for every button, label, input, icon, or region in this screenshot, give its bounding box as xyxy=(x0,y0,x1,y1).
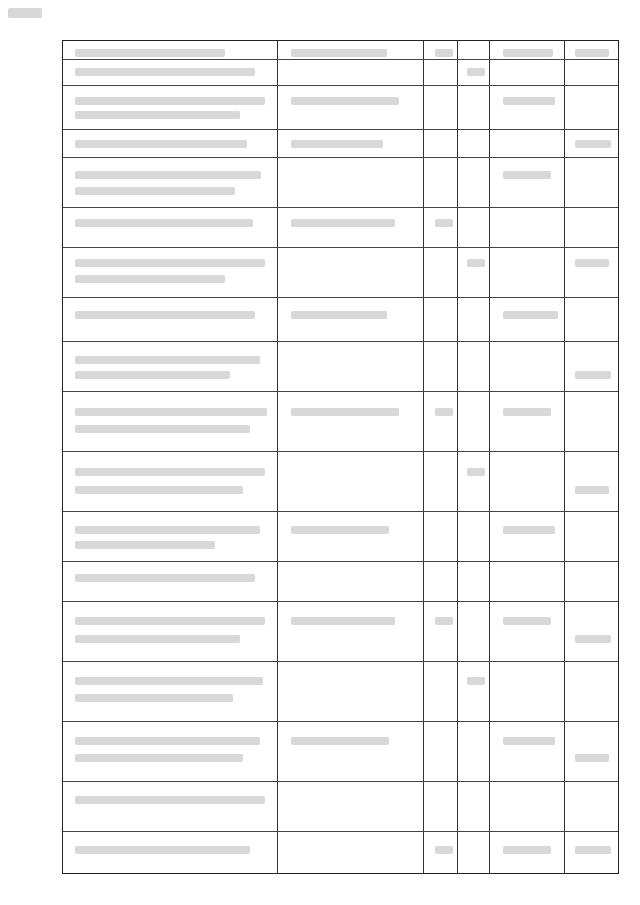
text-placeholder xyxy=(75,617,265,625)
text-placeholder xyxy=(75,259,265,267)
text-placeholder xyxy=(75,635,240,643)
text-placeholder xyxy=(75,171,261,179)
text-placeholder xyxy=(503,526,555,534)
text-placeholder xyxy=(75,219,253,227)
text-placeholder xyxy=(75,408,267,416)
text-placeholder xyxy=(75,140,247,148)
text-placeholder xyxy=(291,617,395,625)
text-placeholder xyxy=(467,677,485,685)
text-placeholder xyxy=(503,311,558,319)
text-placeholder xyxy=(291,526,389,534)
page-number xyxy=(44,180,64,204)
budget-table xyxy=(62,40,619,874)
text-placeholder xyxy=(291,408,399,416)
text-placeholder xyxy=(575,846,611,854)
text-placeholder xyxy=(467,259,485,267)
column-divider xyxy=(277,41,278,873)
text-placeholder xyxy=(467,468,485,476)
text-placeholder xyxy=(575,635,611,643)
text-placeholder xyxy=(291,311,387,319)
table-row-divider xyxy=(63,721,618,722)
text-placeholder xyxy=(435,219,453,227)
text-placeholder xyxy=(435,49,453,57)
text-placeholder xyxy=(75,526,260,534)
text-placeholder xyxy=(503,49,553,57)
text-placeholder xyxy=(75,694,233,702)
text-placeholder xyxy=(75,111,240,119)
table-row-divider xyxy=(63,59,618,60)
table-row-divider xyxy=(63,129,618,130)
text-placeholder xyxy=(503,171,551,179)
text-placeholder xyxy=(75,425,250,433)
header-placeholder xyxy=(8,8,42,18)
text-placeholder xyxy=(75,356,260,364)
table-row-divider xyxy=(63,451,618,452)
table-row-divider xyxy=(63,207,618,208)
text-placeholder xyxy=(291,219,395,227)
text-placeholder xyxy=(435,408,453,416)
table-row-divider xyxy=(63,601,618,602)
text-placeholder xyxy=(503,737,555,745)
text-placeholder xyxy=(75,754,243,762)
text-placeholder xyxy=(503,408,551,416)
text-placeholder xyxy=(75,541,215,549)
text-placeholder xyxy=(75,574,255,582)
column-divider xyxy=(489,41,490,873)
text-placeholder xyxy=(503,97,555,105)
table-row-divider xyxy=(63,831,618,832)
text-placeholder xyxy=(75,846,250,854)
table-row-divider xyxy=(63,157,618,158)
text-placeholder xyxy=(575,49,609,57)
text-placeholder xyxy=(435,617,453,625)
text-placeholder xyxy=(75,468,265,476)
text-placeholder xyxy=(575,259,609,267)
table-row-divider xyxy=(63,341,618,342)
table-row-divider xyxy=(63,85,618,86)
text-placeholder xyxy=(291,97,399,105)
text-placeholder xyxy=(503,846,551,854)
text-placeholder xyxy=(75,371,230,379)
text-placeholder xyxy=(575,371,611,379)
text-placeholder xyxy=(575,486,609,494)
text-placeholder xyxy=(75,677,263,685)
text-placeholder xyxy=(75,796,265,804)
text-placeholder xyxy=(75,311,255,319)
text-placeholder xyxy=(291,140,383,148)
text-placeholder xyxy=(575,754,609,762)
text-placeholder xyxy=(75,275,225,283)
text-placeholder xyxy=(503,617,551,625)
table-row-divider xyxy=(63,781,618,782)
text-placeholder xyxy=(291,49,387,57)
text-placeholder xyxy=(467,68,485,76)
table-row-divider xyxy=(63,661,618,662)
column-divider xyxy=(423,41,424,873)
text-placeholder xyxy=(75,486,243,494)
column-divider xyxy=(457,41,458,873)
table-row-divider xyxy=(63,297,618,298)
text-placeholder xyxy=(435,846,453,854)
text-placeholder xyxy=(75,49,225,57)
text-placeholder xyxy=(75,97,265,105)
table-row-divider xyxy=(63,247,618,248)
text-placeholder xyxy=(75,187,235,195)
table-row-divider xyxy=(63,511,618,512)
table-row-divider xyxy=(63,561,618,562)
table-row-divider xyxy=(63,391,618,392)
text-placeholder xyxy=(575,140,611,148)
column-divider xyxy=(564,41,565,873)
text-placeholder xyxy=(75,68,255,76)
text-placeholder xyxy=(291,737,389,745)
text-placeholder xyxy=(75,737,260,745)
